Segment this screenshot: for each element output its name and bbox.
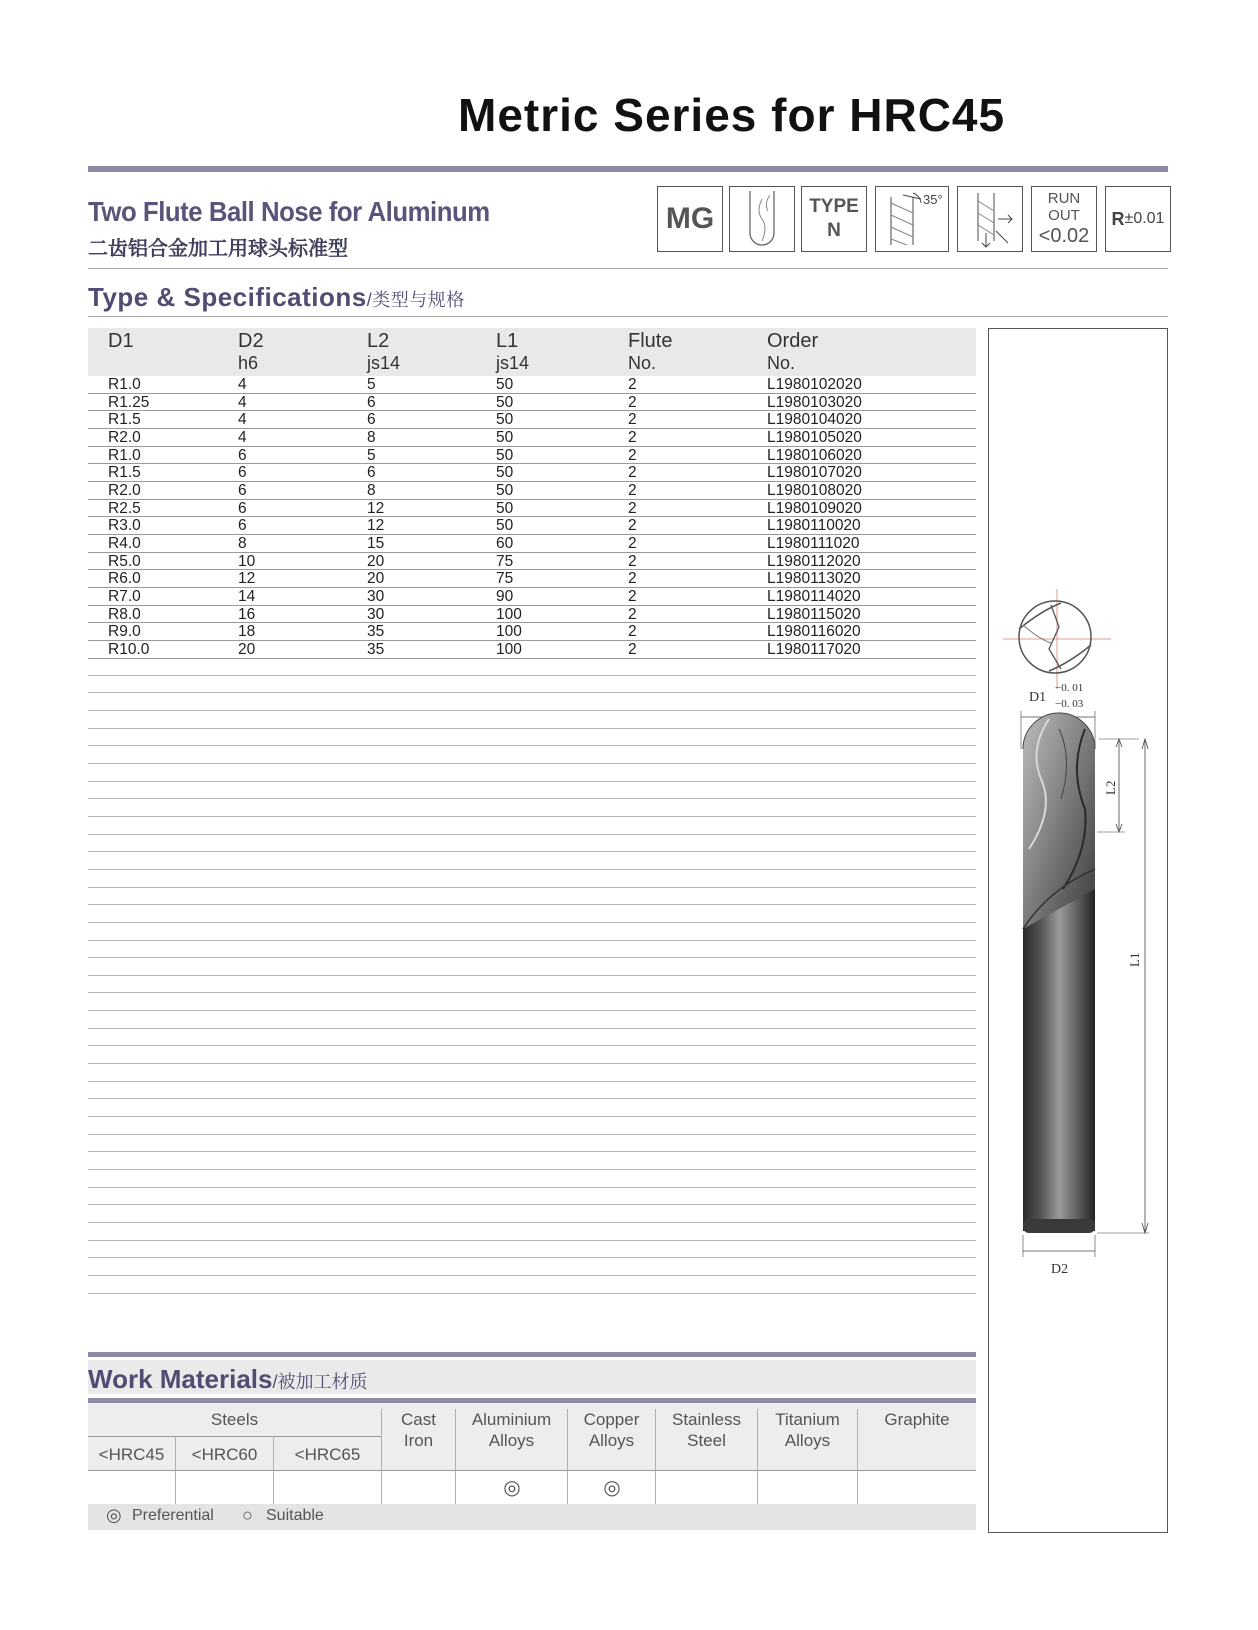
cell-order-no: L1980103020 [767, 393, 862, 411]
aluminium-header: Aluminium Alloys [456, 1409, 568, 1470]
l2-dimension-label: L2 [1103, 780, 1118, 795]
cell-order-no: L1980109020 [767, 499, 862, 517]
cell-d2: 8 [238, 534, 247, 552]
product-name-en: Two Flute Ball Nose for Aluminum [88, 196, 490, 227]
cell-l2: 30 [367, 587, 385, 605]
cell-l1: 50 [496, 411, 514, 429]
cell-order-no: L1980117020 [767, 640, 861, 658]
col-header-d1: D1 [108, 330, 134, 352]
cell-d1: R1.5 [108, 464, 141, 482]
cell-flute: 2 [628, 605, 637, 623]
cell-flute: 2 [628, 534, 637, 552]
cross-section-view [1003, 589, 1111, 689]
table-row [88, 464, 976, 482]
material-code-badge: MG [657, 186, 723, 252]
work-materials-top-bar [88, 1352, 976, 1357]
blank-row [88, 746, 976, 764]
hrc45-header: <HRC45 [88, 1436, 176, 1470]
cell-order-no: L1980113020 [767, 570, 861, 588]
steels-header: Steels [88, 1409, 382, 1437]
blank-row [88, 1135, 976, 1153]
cell-d2: 6 [238, 517, 247, 535]
specs-table-blank-rows [88, 658, 976, 1294]
cell-flute: 2 [628, 552, 637, 570]
col-header-l2: L2 js14 [367, 330, 401, 373]
table-row [88, 641, 976, 659]
blank-row [88, 905, 976, 923]
blank-row [88, 1170, 976, 1188]
cell-l2: 8 [367, 428, 376, 446]
radius-tolerance-badge: R ±0.01 [1105, 186, 1171, 252]
blank-row [88, 888, 976, 906]
blank-row [88, 782, 976, 800]
cell-flute: 2 [628, 499, 637, 517]
cell-flute: 2 [628, 376, 637, 393]
cell-l1: 100 [496, 640, 522, 658]
cell-d1: R2.0 [108, 428, 141, 446]
cell-flute: 2 [628, 464, 637, 482]
runout-badge: RUN OUT <0.02 [1031, 186, 1097, 252]
cell-order-no: L1980108020 [767, 481, 862, 499]
cell-l2: 20 [367, 552, 385, 570]
cell-l2: 35 [367, 623, 385, 641]
ball-nose-icon [729, 186, 795, 252]
cell-d2: 6 [238, 464, 247, 482]
cell-l1: 100 [496, 623, 522, 641]
cell-l2: 8 [367, 481, 376, 499]
hrc60-header: <HRC60 [176, 1436, 274, 1470]
suitable-symbol: ○ [242, 1505, 253, 1525]
blank-row [88, 1046, 976, 1064]
cell-d1: R4.0 [108, 534, 141, 552]
blank-row [88, 1205, 976, 1223]
cell-flute: 2 [628, 570, 637, 588]
stainless-header: Stainless Steel [656, 1409, 758, 1470]
blank-row [88, 676, 976, 694]
cell-order-no: L1980104020 [767, 411, 862, 429]
cell-d2: 6 [238, 481, 247, 499]
cell-l2: 5 [367, 376, 376, 393]
table-row [88, 447, 976, 465]
blank-row [88, 1223, 976, 1241]
blank-row [88, 1011, 976, 1029]
blank-row [88, 1099, 976, 1117]
cell-l2: 12 [367, 499, 385, 517]
blank-row [88, 658, 976, 676]
cell-flute: 2 [628, 393, 637, 411]
runout-icon [957, 186, 1023, 252]
aluminium-preferential-mark: ◎ [503, 1477, 521, 1499]
blank-row [88, 993, 976, 1011]
cell-l1: 75 [496, 570, 514, 588]
cell-d2: 18 [238, 623, 256, 641]
table-row [88, 588, 976, 606]
legend-preferential: Preferential [132, 1507, 214, 1524]
cell-l1: 50 [496, 428, 514, 446]
cell-l2: 5 [367, 446, 376, 464]
cell-l1: 50 [496, 446, 514, 464]
cell-d2: 6 [238, 446, 247, 464]
table-row [88, 482, 976, 500]
cell-d2: 20 [238, 640, 256, 658]
cell-d1: R3.0 [108, 517, 141, 535]
cell-d1: R7.0 [108, 587, 141, 605]
hrc65-header: <HRC65 [274, 1436, 382, 1470]
work-materials-title: Work Materials/被加工材质 [88, 1364, 368, 1394]
table-row [88, 606, 976, 624]
subtitle-divider [88, 268, 1168, 269]
col-header-d2: D2 h6 [238, 330, 264, 373]
cell-d1: R1.25 [108, 393, 150, 411]
table-row [88, 517, 976, 535]
cell-order-no: L1980115020 [767, 605, 861, 623]
cell-flute: 2 [628, 446, 637, 464]
cell-flute: 2 [628, 428, 637, 446]
cell-l2: 6 [367, 464, 376, 482]
cell-order-no: L1980106020 [767, 446, 862, 464]
table-row [88, 429, 976, 447]
cell-l1: 100 [496, 605, 522, 623]
cell-order-no: L1980111020 [767, 534, 860, 552]
table-row [88, 535, 976, 553]
col-header-l1: L1 js14 [496, 330, 530, 373]
cell-l2: 35 [367, 640, 385, 658]
blank-row [88, 1152, 976, 1170]
cell-flute: 2 [628, 640, 637, 658]
end-mill-drawing [989, 329, 1169, 1534]
svg-text:35°: 35° [923, 192, 943, 207]
preferential-symbol: ◎ [106, 1505, 122, 1525]
specs-table-header [88, 328, 976, 376]
cell-l1: 50 [496, 464, 514, 482]
blank-row [88, 1064, 976, 1082]
cell-l1: 50 [496, 393, 514, 411]
d1-dimension-label: D1 [1029, 690, 1047, 705]
cell-l2: 6 [367, 411, 376, 429]
blank-row [88, 1082, 976, 1100]
cell-d2: 12 [238, 570, 256, 588]
cell-d2: 16 [238, 605, 256, 623]
cell-d1: R10.0 [108, 640, 150, 658]
col-header-order: Order No. [767, 330, 819, 373]
cell-l2: 20 [367, 570, 385, 588]
work-materials-title-bar [88, 1360, 976, 1394]
cell-l1: 50 [496, 499, 514, 517]
d1-tolerance-lower: −0. 03 [1055, 698, 1084, 710]
cell-order-no: L1980105020 [767, 428, 862, 446]
cell-order-no: L1980102020 [767, 376, 862, 393]
d1-tolerance-upper: −0. 01 [1055, 682, 1084, 694]
blank-row [88, 923, 976, 941]
product-name-zh: 二齿铝合金加工用球头标准型 [88, 238, 348, 260]
blank-row [88, 1276, 976, 1294]
specs-table-body [88, 376, 976, 659]
cell-d1: R1.0 [108, 376, 141, 393]
cell-l1: 90 [496, 587, 514, 605]
specs-title: Type & Specifications/类型与规格 [88, 282, 465, 312]
cell-l2: 6 [367, 393, 376, 411]
tool-drawing-panel [988, 328, 1168, 1533]
cell-d1: R9.0 [108, 623, 141, 641]
cell-d1: R6.0 [108, 570, 141, 588]
blank-row [88, 835, 976, 853]
helix-angle-icon [875, 186, 949, 252]
blank-row [88, 958, 976, 976]
cell-order-no: L1980107020 [767, 464, 862, 482]
blank-row [88, 1258, 976, 1276]
cell-l2: 12 [367, 517, 385, 535]
materials-legend [88, 1504, 976, 1530]
cell-l1: 60 [496, 534, 514, 552]
cell-order-no: L1980112020 [767, 552, 861, 570]
l1-dimension-label: L1 [1127, 952, 1142, 967]
blank-row [88, 852, 976, 870]
cell-d2: 4 [238, 411, 247, 429]
page-title: Metric Series for HRC45 [458, 89, 1006, 141]
cell-flute: 2 [628, 587, 637, 605]
cell-d2: 4 [238, 393, 247, 411]
col-header-flute: Flute No. [628, 330, 673, 373]
cell-d1: R1.5 [108, 411, 141, 429]
title-divider [88, 166, 1168, 172]
blank-row [88, 1029, 976, 1047]
cell-order-no: L1980116020 [767, 623, 861, 641]
end-mill-body [1023, 713, 1095, 1233]
cell-d2: 10 [238, 552, 256, 570]
table-row [88, 553, 976, 571]
cell-flute: 2 [628, 517, 637, 535]
cell-l2: 15 [367, 534, 385, 552]
cell-d1: R1.0 [108, 446, 141, 464]
cell-d2: 4 [238, 428, 247, 446]
graphite-header: Graphite [884, 1410, 950, 1429]
cell-l1: 50 [496, 376, 514, 393]
blank-row [88, 693, 976, 711]
table-row [88, 411, 976, 429]
cell-d1: R2.0 [108, 481, 141, 499]
blank-row [88, 870, 976, 888]
table-row [88, 500, 976, 518]
blank-row [88, 799, 976, 817]
cell-d1: R2.5 [108, 499, 141, 517]
blank-row [88, 729, 976, 747]
copper-header: Copper Alloys [568, 1409, 656, 1470]
table-row [88, 376, 976, 394]
cell-d1: R5.0 [108, 552, 141, 570]
blank-row [88, 976, 976, 994]
blank-row [88, 1188, 976, 1206]
blank-row [88, 711, 976, 729]
blank-row [88, 1241, 976, 1259]
d2-dimension-label: D2 [1051, 1262, 1069, 1277]
table-row [88, 623, 976, 641]
cell-d2: 14 [238, 587, 256, 605]
cell-flute: 2 [628, 481, 637, 499]
table-row [88, 570, 976, 588]
cell-l1: 50 [496, 517, 514, 535]
cell-d2: 4 [238, 376, 247, 393]
blank-row [88, 817, 976, 835]
cell-d2: 6 [238, 499, 247, 517]
blank-row [88, 941, 976, 959]
blank-row [88, 764, 976, 782]
specs-divider [88, 316, 1168, 317]
type-badge: TYPE N [801, 186, 867, 252]
copper-preferential-mark: ◎ [603, 1477, 621, 1499]
cell-l2: 30 [367, 605, 385, 623]
cell-flute: 2 [628, 623, 637, 641]
cell-d1: R8.0 [108, 605, 141, 623]
titanium-header: Titanium Alloys [758, 1409, 858, 1470]
legend-suitable: Suitable [266, 1507, 324, 1524]
cell-l1: 75 [496, 552, 514, 570]
cell-l1: 50 [496, 481, 514, 499]
cell-order-no: L1980114020 [767, 587, 861, 605]
cell-flute: 2 [628, 411, 637, 429]
table-row [88, 394, 976, 412]
cell-order-no: L1980110020 [767, 517, 861, 535]
blank-row [88, 1117, 976, 1135]
cast-iron-header: Cast Iron [382, 1409, 456, 1470]
